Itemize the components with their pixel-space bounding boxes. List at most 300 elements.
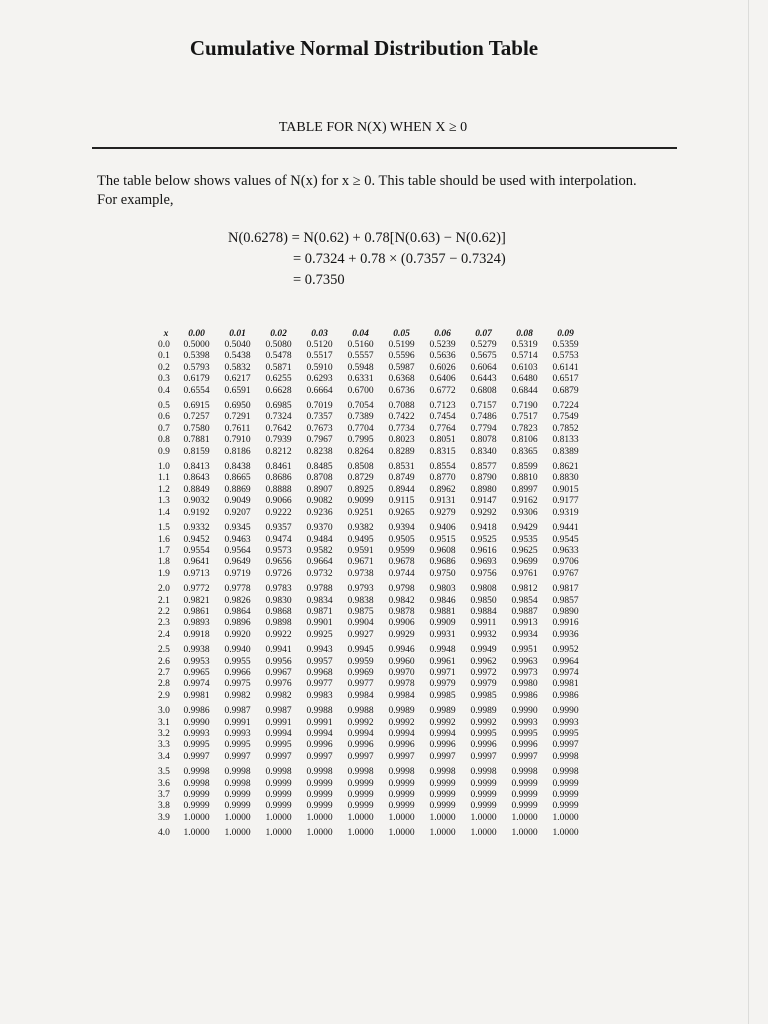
table-cell: 0.9878: [388, 606, 415, 617]
table-cell: 0.9949: [470, 645, 497, 656]
table-cell: 0.5871: [265, 362, 292, 373]
table-cell: 1.0000: [347, 812, 374, 823]
row-label: 0.5: [158, 401, 170, 412]
table-cell: 0.9821: [183, 595, 210, 606]
table-cell: 0.9998: [388, 767, 415, 778]
table-cell: 0.9812: [511, 584, 538, 595]
table-cell: 0.9857: [552, 595, 579, 606]
table-cell: 0.7454: [429, 412, 456, 423]
table-cell: 0.9999: [470, 790, 497, 801]
column-header: 0.01: [229, 328, 246, 339]
table-row: [156, 340, 586, 351]
table-cell: 0.7734: [388, 423, 415, 434]
table-cell: 0.6772: [429, 385, 456, 396]
table-cell: 0.9983: [306, 690, 333, 701]
example-line-2: = 0.7324 + 0.78 × (0.7357 − 0.7324): [293, 251, 506, 267]
table-cell: 0.8531: [388, 462, 415, 473]
table-cell: 0.9906: [388, 618, 415, 629]
page-title: Cumulative Normal Distribution Table: [189, 36, 539, 60]
row-label: 2.9: [158, 690, 170, 701]
table-cell: 0.8869: [224, 484, 251, 495]
table-row: [156, 801, 586, 812]
table-cell: 0.5438: [224, 351, 251, 362]
table-cell: 0.9162: [511, 496, 538, 507]
table-cell: 0.9868: [265, 606, 292, 617]
table-cell: 0.9973: [511, 667, 538, 678]
table-cell: 0.9938: [183, 645, 210, 656]
table-cell: 0.9887: [511, 606, 538, 617]
row-label: 2.3: [158, 618, 170, 629]
row-label: 2.2: [158, 606, 170, 617]
table-cell: 0.7611: [224, 423, 251, 434]
table-cell: 0.5398: [183, 351, 210, 362]
row-label: 0.8: [158, 435, 170, 446]
table-cell: 0.9999: [511, 778, 538, 789]
table-cell: 0.8849: [183, 484, 210, 495]
table-cell: 0.9591: [347, 545, 374, 556]
table-cell: 0.9999: [306, 801, 333, 812]
table-cell: 0.9999: [388, 778, 415, 789]
table-cell: 0.7794: [470, 423, 497, 434]
table-cell: 0.9649: [224, 557, 251, 568]
table-cell: 0.9535: [511, 534, 538, 545]
table-cell: 0.9986: [552, 690, 579, 701]
table-cell: 0.9881: [429, 606, 456, 617]
table-cell: 0.9918: [183, 629, 210, 640]
table-cell: 0.9927: [347, 629, 374, 640]
table-cell: 1.0000: [183, 812, 210, 823]
table-cell: 0.9994: [388, 729, 415, 739]
table-cell: 0.7324: [265, 412, 292, 423]
row-label: 1.0: [158, 462, 170, 473]
table-cell: 0.7224: [552, 401, 579, 412]
table-cell: 0.5160: [347, 340, 374, 350]
table-cell: 0.9599: [388, 545, 415, 556]
table-cell: 0.6293: [306, 374, 333, 385]
table-cell: 0.9970: [388, 667, 415, 678]
row-label: 1.3: [158, 496, 170, 507]
table-cell: 0.5557: [347, 351, 374, 362]
row-label: 0.1: [158, 351, 170, 362]
row-label: 3.7: [158, 790, 170, 801]
table-cell: 0.9999: [347, 778, 374, 789]
table-cell: 0.7823: [511, 423, 538, 434]
table-cell: 0.9963: [511, 656, 538, 667]
row-label: 2.4: [158, 629, 170, 640]
table-cell: 0.5199: [388, 340, 415, 350]
table-cell: 0.9842: [388, 595, 415, 606]
table-cell: 0.9988: [347, 706, 374, 717]
table-cell: 0.9977: [306, 679, 333, 690]
table-row: [156, 607, 586, 618]
table-cell: 0.8186: [224, 446, 251, 457]
table-cell: 0.9979: [470, 679, 497, 690]
table-cell: 0.9974: [183, 679, 210, 690]
table-cell: 0.6808: [470, 385, 497, 396]
row-label: 0.2: [158, 362, 170, 373]
table-cell: 1.0000: [265, 828, 292, 839]
table-cell: 0.7939: [265, 435, 292, 446]
table-row: [156, 824, 586, 839]
table-cell: 0.9974: [552, 667, 579, 678]
table-cell: 0.9394: [388, 523, 415, 534]
table-cell: 0.7852: [552, 423, 579, 434]
table-cell: 0.9896: [224, 618, 251, 629]
table-cell: 0.7995: [347, 435, 374, 446]
table-cell: 0.9357: [265, 523, 292, 534]
table-cell: 0.9999: [265, 778, 292, 789]
table-row: [156, 718, 586, 729]
table-cell: 0.9995: [224, 740, 251, 751]
table-cell: 0.8997: [511, 484, 538, 495]
table-cell: 0.9931: [429, 629, 456, 640]
table-row: [156, 569, 586, 580]
table-cell: 0.9988: [306, 706, 333, 717]
table-cell: 0.9898: [265, 618, 292, 629]
table-cell: 0.9732: [306, 568, 333, 579]
table-cell: 0.8365: [511, 446, 538, 457]
table-cell: 0.6879: [552, 385, 579, 396]
table-cell: 0.9319: [552, 507, 579, 518]
table-cell: 1.0000: [183, 828, 210, 839]
table-cell: 0.9738: [347, 568, 374, 579]
table-cell: 0.9798: [388, 584, 415, 595]
table-row: [156, 535, 586, 546]
table-cell: 0.9978: [388, 679, 415, 690]
table-cell: 0.9997: [347, 751, 374, 762]
table-row: [156, 580, 586, 595]
table-row: [156, 412, 586, 423]
table-cell: 0.9972: [470, 667, 497, 678]
table-cell: 0.9893: [183, 618, 210, 629]
table-cell: 0.7881: [183, 435, 210, 446]
table-cell: 0.9049: [224, 496, 251, 507]
table-cell: 0.8438: [224, 462, 251, 473]
table-cell: 0.6950: [224, 401, 251, 412]
table-cell: 0.9999: [429, 801, 456, 812]
table-cell: 0.8830: [552, 473, 579, 484]
intro-paragraph: The table below shows values of N(x) for x ≥ 0. This table should be used with interpolation. For example,: [97, 173, 637, 208]
table-cell: 0.9750: [429, 568, 456, 579]
table-cell: 0.9756: [470, 568, 497, 579]
table-cell: 0.9998: [306, 767, 333, 778]
table-cell: 0.9554: [183, 545, 210, 556]
table-cell: 0.8665: [224, 473, 251, 484]
table-cell: 1.0000: [224, 812, 251, 823]
table-cell: 0.5359: [552, 340, 579, 350]
table-cell: 0.9429: [511, 523, 538, 534]
table-cell: 0.9996: [470, 740, 497, 751]
table-cell: 0.9808: [470, 584, 497, 595]
table-cell: 0.9664: [306, 557, 333, 568]
row-label: 1.2: [158, 484, 170, 495]
table-cell: 0.8389: [552, 446, 579, 457]
table-cell: 0.9916: [552, 618, 579, 629]
example-line-3: = 0.7350: [293, 272, 345, 288]
table-cell: 0.5120: [306, 340, 333, 350]
table-cell: 0.9826: [224, 595, 251, 606]
table-cell: 1.0000: [511, 812, 538, 823]
column-header: 0.06: [434, 328, 451, 339]
table-cell: 0.9922: [265, 629, 292, 640]
row-label: 1.1: [158, 473, 170, 484]
table-header-row: [156, 326, 586, 340]
row-label: 2.6: [158, 656, 170, 667]
table-cell: 0.9984: [388, 690, 415, 701]
table-cell: 0.9671: [347, 557, 374, 568]
table-cell: 0.9292: [470, 507, 497, 518]
table-cell: 0.9997: [388, 751, 415, 762]
table-cell: 0.9608: [429, 545, 456, 556]
table-row: [156, 386, 586, 397]
table-cell: 0.9989: [470, 706, 497, 717]
table-cell: 0.9999: [511, 790, 538, 801]
table-cell: 0.8340: [470, 446, 497, 457]
table-cell: 1.0000: [224, 828, 251, 839]
table-row: [156, 691, 586, 702]
table-cell: 0.8708: [306, 473, 333, 484]
table-cell: 0.9964: [552, 656, 579, 667]
table-cell: 0.9999: [429, 778, 456, 789]
table-cell: 0.9992: [388, 717, 415, 728]
table-cell: 0.9961: [429, 656, 456, 667]
table-cell: 0.9996: [429, 740, 456, 751]
table-cell: 0.9909: [429, 618, 456, 629]
table-cell: 0.9965: [183, 667, 210, 678]
table-cell: 0.9994: [347, 729, 374, 739]
table-cell: 0.9998: [183, 767, 210, 778]
row-label: 4.0: [158, 828, 170, 839]
table-cell: 0.9834: [306, 595, 333, 606]
table-cell: 0.9962: [470, 656, 497, 667]
table-row: [156, 397, 586, 412]
table-row: [156, 729, 586, 740]
table-cell: 0.8944: [388, 484, 415, 495]
table-cell: 0.9999: [224, 801, 251, 812]
table-cell: 0.6026: [429, 362, 456, 373]
table-cell: 0.9995: [183, 740, 210, 751]
table-cell: 0.9192: [183, 507, 210, 518]
table-cell: 0.8078: [470, 435, 497, 446]
table-cell: 0.9656: [265, 557, 292, 568]
table-cell: 0.9817: [552, 584, 579, 595]
table-row: [156, 763, 586, 778]
table-cell: 0.9884: [470, 606, 497, 617]
table-cell: 1.0000: [552, 812, 579, 823]
row-label: 0.4: [158, 385, 170, 396]
table-cell: 0.6443: [470, 374, 497, 385]
table-row: [156, 752, 586, 763]
table-cell: 0.6255: [265, 374, 292, 385]
table-cell: 0.9345: [224, 523, 251, 534]
table-cell: 0.9854: [511, 595, 538, 606]
table-cell: 0.9987: [224, 706, 251, 717]
table-cell: 0.9846: [429, 595, 456, 606]
table-cell: 0.9761: [511, 568, 538, 579]
table-cell: 0.9997: [224, 751, 251, 762]
table-cell: 0.8925: [347, 484, 374, 495]
table-cell: 0.9946: [388, 645, 415, 656]
table-cell: 1.0000: [265, 812, 292, 823]
row-label: 3.1: [158, 717, 170, 728]
table-cell: 1.0000: [388, 828, 415, 839]
table-cell: 0.8686: [265, 473, 292, 484]
table-cell: 0.9997: [511, 751, 538, 762]
table-cell: 0.9495: [347, 534, 374, 545]
table-cell: 1.0000: [470, 812, 497, 823]
row-label: 1.9: [158, 568, 170, 579]
table-row: [156, 374, 586, 385]
table-cell: 0.9236: [306, 507, 333, 518]
table-cell: 0.8023: [388, 435, 415, 446]
table-cell: 0.9616: [470, 545, 497, 556]
table-cell: 0.9713: [183, 568, 210, 579]
table-cell: 0.9996: [511, 740, 538, 751]
table-cell: 0.9484: [306, 534, 333, 545]
table-cell: 0.5040: [224, 340, 251, 350]
table-cell: 0.9131: [429, 496, 456, 507]
row-label: 1.5: [158, 523, 170, 534]
table-cell: 0.5319: [511, 340, 538, 350]
table-cell: 0.7673: [306, 423, 333, 434]
table-cell: 0.9982: [265, 690, 292, 701]
table-cell: 0.5714: [511, 351, 538, 362]
normal-distribution-table: [156, 326, 586, 840]
table-cell: 0.9418: [470, 523, 497, 534]
table-cell: 0.9452: [183, 534, 210, 545]
table-cell: 0.7580: [183, 423, 210, 434]
table-cell: 0.6700: [347, 385, 374, 396]
table-cell: 0.9778: [224, 584, 251, 595]
table-cell: 0.9864: [224, 606, 251, 617]
table-cell: 0.8212: [265, 446, 292, 457]
table-cell: 0.7054: [347, 401, 374, 412]
table-cell: 0.9991: [306, 717, 333, 728]
table-cell: 0.9991: [224, 717, 251, 728]
table-cell: 0.6480: [511, 374, 538, 385]
table-cell: 0.9265: [388, 507, 415, 518]
table-cell: 0.9969: [347, 667, 374, 678]
table-cell: 0.8790: [470, 473, 497, 484]
table-cell: 0.8643: [183, 473, 210, 484]
table-cell: 0.8289: [388, 446, 415, 457]
table-row: [156, 458, 586, 473]
table-cell: 0.9997: [429, 751, 456, 762]
table-cell: 0.8051: [429, 435, 456, 446]
table-cell: 1.0000: [306, 828, 333, 839]
table-cell: 0.7549: [552, 412, 579, 423]
table-cell: 0.9997: [183, 751, 210, 762]
table-cell: 0.9960: [388, 656, 415, 667]
table-cell: 0.5636: [429, 351, 456, 362]
table-cell: 0.9953: [183, 656, 210, 667]
table-cell: 0.5753: [552, 351, 579, 362]
table-cell: 0.9015: [552, 484, 579, 495]
table-cell: 0.9999: [470, 778, 497, 789]
table-cell: 0.7257: [183, 412, 210, 423]
table-cell: 0.9985: [470, 690, 497, 701]
table-cell: 0.9999: [511, 801, 538, 812]
table-cell: 0.7422: [388, 412, 415, 423]
table-cell: 0.9932: [470, 629, 497, 640]
table-cell: 0.5517: [306, 351, 333, 362]
table-row: [156, 779, 586, 790]
table-cell: 0.9913: [511, 618, 538, 629]
table-cell: 0.9686: [429, 557, 456, 568]
table-cell: 0.7088: [388, 401, 415, 412]
table-cell: 0.9861: [183, 606, 210, 617]
table-cell: 0.9850: [470, 595, 497, 606]
table-cell: 0.8729: [347, 473, 374, 484]
row-label: 2.1: [158, 595, 170, 606]
table-cell: 0.9744: [388, 568, 415, 579]
table-cell: 1.0000: [347, 828, 374, 839]
table-cell: 0.5832: [224, 362, 251, 373]
table-cell: 0.9999: [183, 801, 210, 812]
table-cell: 0.9177: [552, 496, 579, 507]
row-label: 3.4: [158, 751, 170, 762]
table-cell: 0.9999: [265, 801, 292, 812]
table-cell: 0.7764: [429, 423, 456, 434]
table-cell: 0.6064: [470, 362, 497, 373]
table-cell: 0.5080: [265, 340, 292, 350]
table-row: [156, 473, 586, 484]
table-cell: 0.9678: [388, 557, 415, 568]
table-row: [156, 496, 586, 507]
table-cell: 0.6664: [306, 385, 333, 396]
table-cell: 0.9968: [306, 667, 333, 678]
table-cell: 0.6103: [511, 362, 538, 373]
table-cell: 0.9981: [552, 679, 579, 690]
table-cell: 0.9505: [388, 534, 415, 545]
table-cell: 0.8133: [552, 435, 579, 446]
table-row: [156, 447, 586, 458]
table-cell: 0.9066: [265, 496, 292, 507]
table-row: [156, 424, 586, 435]
row-label: 2.7: [158, 667, 170, 678]
table-cell: 0.9997: [306, 751, 333, 762]
table-cell: 0.9936: [552, 629, 579, 640]
table-cell: 0.9998: [224, 778, 251, 789]
table-cell: 0.5478: [265, 351, 292, 362]
table-cell: 0.9998: [552, 767, 579, 778]
table-cell: 0.8962: [429, 484, 456, 495]
column-header-x: x: [163, 328, 169, 339]
table-cell: 0.9564: [224, 545, 251, 556]
row-label: 0.3: [158, 374, 170, 385]
table-cell: 0.9959: [347, 656, 374, 667]
table-cell: 0.5000: [183, 340, 210, 350]
table-cell: 1.0000: [429, 812, 456, 823]
table-cell: 0.9971: [429, 667, 456, 678]
table-cell: 0.6368: [388, 374, 415, 385]
table-row: [156, 596, 586, 607]
table-cell: 0.7291: [224, 412, 251, 423]
table-cell: 0.9474: [265, 534, 292, 545]
table-cell: 0.9995: [470, 729, 497, 739]
table-cell: 0.7486: [470, 412, 497, 423]
table-cell: 0.8508: [347, 462, 374, 473]
table-cell: 0.5793: [183, 362, 210, 373]
table-cell: 0.9997: [552, 740, 579, 751]
table-row: [156, 546, 586, 557]
table-cell: 0.7357: [306, 412, 333, 423]
table-row: [156, 641, 586, 656]
table-cell: 0.8770: [429, 473, 456, 484]
table-cell: 0.7019: [306, 401, 333, 412]
table-cell: 0.9998: [347, 767, 374, 778]
table-cell: 0.9993: [511, 717, 538, 728]
